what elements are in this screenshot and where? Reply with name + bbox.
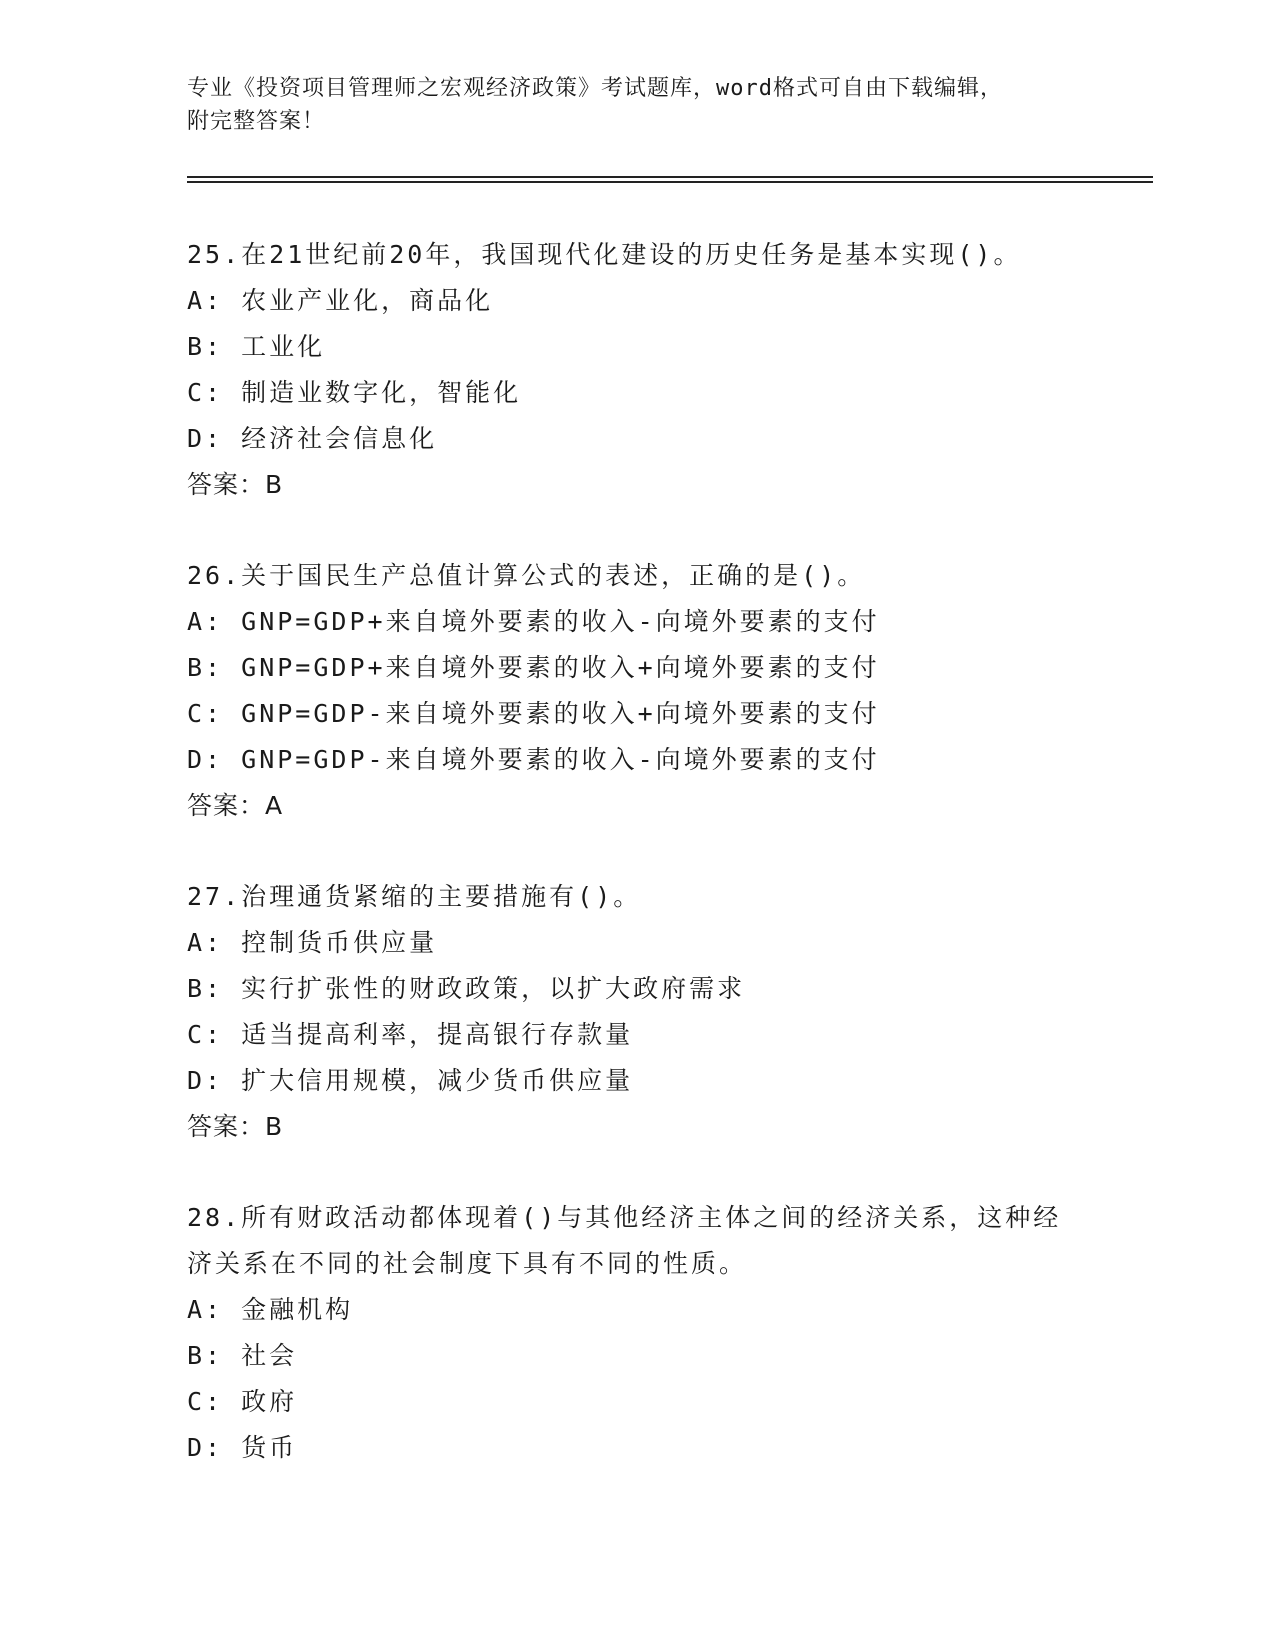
answer-line: 答案：B xyxy=(187,1112,284,1141)
option-d: D: 货币 xyxy=(187,1433,298,1462)
header-rule-top xyxy=(187,176,1153,178)
option-c: C: 制造业数字化，智能化 xyxy=(187,378,522,407)
option-b: B: 实行扩张性的财政政策，以扩大政府需求 xyxy=(187,974,746,1003)
option-b: B: GNP=GDP+来自境外要素的收入+向境外要素的支付 xyxy=(187,653,880,682)
option-d: D: GNP=GDP-来自境外要素的收入-向境外要素的支付 xyxy=(187,745,880,774)
option-a: A: 农业产业化，商品化 xyxy=(187,286,494,315)
option-a: A: 金融机构 xyxy=(187,1295,354,1324)
question-stem: 27.治理通货紧缩的主要措施有()。 xyxy=(187,882,642,911)
question-stem: 28.所有财政活动都体现着()与其他经济主体之间的经济关系，这种经济关系在不同的社会制度下具有不同的性质。 xyxy=(187,1203,1062,1278)
option-d: D: 经济社会信息化 xyxy=(187,424,438,453)
header-line-1: 专业《投资项目管理师之宏观经济政策》考试题库，word格式可自由下载编辑， xyxy=(187,76,1003,101)
option-c: C: 适当提高利率，提高银行存款量 xyxy=(187,1020,634,1049)
question-stem: 25.在21世纪前20年，我国现代化建设的历史任务是基本实现()。 xyxy=(187,240,1022,269)
option-b: B: 工业化 xyxy=(187,332,326,361)
question-stem: 26.关于国民生产总值计算公式的表述，正确的是()。 xyxy=(187,561,866,590)
header-rule-bottom xyxy=(187,181,1153,183)
option-d: D: 扩大信用规模，减少货币供应量 xyxy=(187,1066,634,1095)
document-header xyxy=(187,72,1087,138)
option-b: B: 社会 xyxy=(187,1341,298,1370)
option-a: A: GNP=GDP+来自境外要素的收入-向境外要素的支付 xyxy=(187,607,880,636)
answer-line: 答案：B xyxy=(187,470,284,499)
option-c: C: 政府 xyxy=(187,1387,298,1416)
option-a: A: 控制货币供应量 xyxy=(187,928,438,957)
header-line-2: 附完整答案！ xyxy=(187,109,326,134)
question-list xyxy=(187,232,1087,1516)
question-26 xyxy=(187,553,1087,829)
question-28 xyxy=(187,1195,1087,1471)
question-25 xyxy=(187,232,1087,508)
answer-line: 答案：A xyxy=(187,791,284,820)
option-c: C: GNP=GDP-来自境外要素的收入+向境外要素的支付 xyxy=(187,699,880,728)
question-27 xyxy=(187,874,1087,1150)
